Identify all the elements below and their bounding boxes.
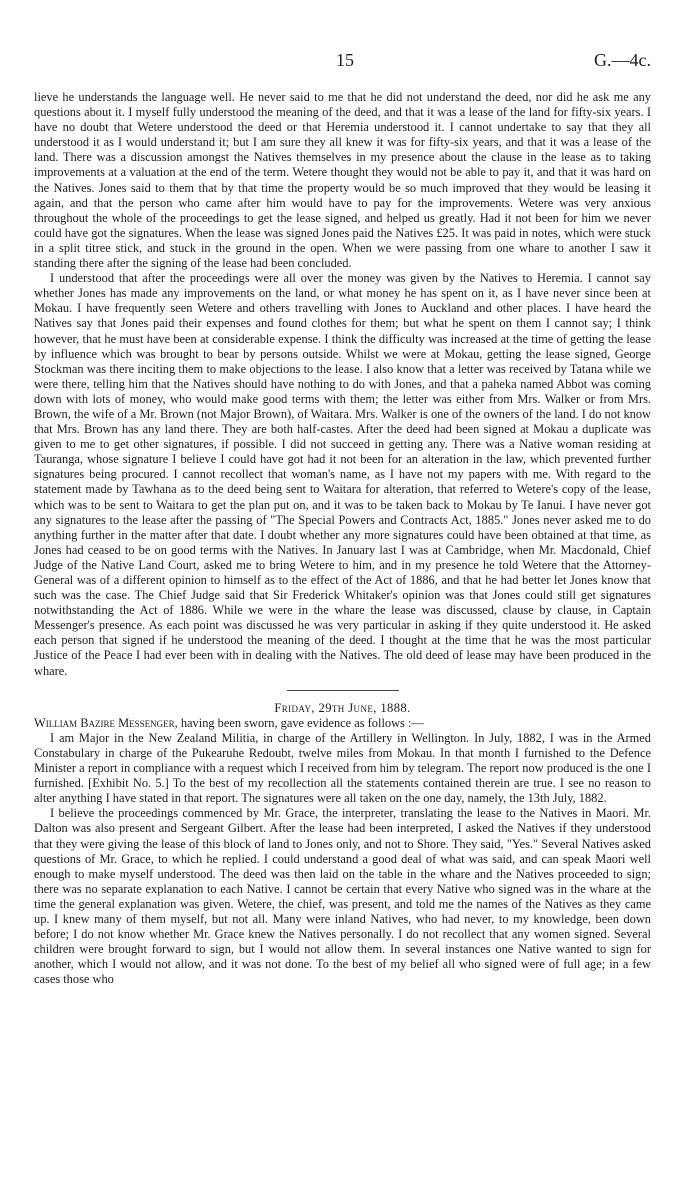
witness-name: William Bazire Messenger, bbox=[34, 715, 178, 730]
paragraph: lieve he understands the language well. He never said to me that he did not understand the deed, nor did he ask me any questions about it. I myself fully understood the meaning of the deed, and that it was a lease of the land for fifty-six years. I have no doubt that Wetere understood the deed or that Heremia understood it. I cannot undertake to say that they all understood it as I would understand it; but I am sure they all knew it was for fifty-six years, and that it was a lease of the land. There was a discussion amongst the Natives themselves in my presence about the clause in the lease as to taking improvements at a valuation at the end of the term. Wetere thought they would not be able to pay it, and that it was hard on the Natives. Jones said to them that by that time the property would be so much improved that they would be leasing it again, and that the person who came after him would have to pay for the improvements. Wetere was very anxious throughout the whole of the proceedings to get the lease signed, and helped us greatly. Had it not been for him we never could have got the signatures. When the lease was signed Jones paid the Natives £25. It was paid in notes, which were stuck in a split titree stick, and stuck in the ground in the open. When we were passing from one whare to another I saw it standing there after the signing of the lease had been concluded. bbox=[34, 90, 651, 271]
witness-intro-text: having been sworn, gave evidence as follows :— bbox=[177, 715, 424, 730]
witness-intro bbox=[34, 716, 651, 731]
section-divider bbox=[287, 690, 399, 691]
page-header bbox=[34, 50, 651, 74]
page-number: 15 bbox=[336, 50, 354, 70]
date-heading: Friday, 29th June, 1888. bbox=[274, 700, 411, 715]
paragraph: I am Major in the New Zealand Militia, in charge of the Artillery in Wellington. In July, 1882, I was in the Armed Constabulary in charge of the Pukearuhe Redoubt, twelve miles from Mokau. In that month I furnished to the Defence Minister a report in compliance with a request which I received from him by telegram. The report now produced is the one I furnished. [Exhibit No. 5.] To the best of my recollection all the statements contained therein are true. I see no reason to alter anything I have stated in that report. The signatures were all taken on the one day, namely, the 13th July, 1882. bbox=[34, 730, 651, 806]
paragraph: I believe the proceedings commenced by Mr. Grace, the interpreter, translating the lease to the Natives in Maori. Mr. Dalton was also present and Sergeant Gilbert. After the lease had been interpreted, I asked the Natives if they understood that they were giving the lease of this block of land to Jones only, and not to Shore. They said, "Yes." Several Natives asked questions of Mr. Grace, to which he replied. I could understand a good deal of what was said, and can speak Maori well enough to make myself understood. The deed was then laid on the table in the whare and the Natives proceeded to sign; there was no separate explanation to each Native. I cannot be certain that every Native who signed was in the whare at the time the general explanation was given. Wetere, the chief, was present, and told me the names of the Natives as they came up. I knew many of them myself, but not all. Many were inland Natives, who had never, to my knowledge, been down before; I do not know whether Mr. Grace knew the Natives personally. I do not recollect that any women signed. Several children were brought forward to sign, but I would not allow them. In several instances one Native wanted to sign for another, which I would not allow, and it was not done. To the best of my belief all who signed were of full age; in a few cases those who bbox=[34, 806, 651, 987]
document-reference: G.—4c. bbox=[594, 50, 651, 70]
paragraph: I understood that after the proceedings were all over the money was given by the Natives to Heremia. I cannot say whether Jones has made any improvements on the land, or what money he has spent on it, as I have never since been at Mokau. I have frequently seen Wetere and others travelling with Jones to Auckland and other places. I have heard the Natives say that Jones paid their expenses and found clothes for them; but what he spent on them I cannot say; I think however, that he must have been at considerable expense. I think the difficulty was increased at the time of getting the lease by influence which was brought to bear by persons outside. Whilst we were at Mokau, getting the lease signed, George Stockman was there inciting them to make objections to the lease. I also know that a letter was received by Tatana while we were there, telling him that the Natives should have nothing to do with Jones, and that a paheka named Abbot was coming down with lots of money, who would make good terms with them; the letter was either from Mrs. Walker or from Mrs. Brown, the wife of a Mr. Brown (not Major Brown), of Waitara. Mrs. Walker is one of the owners of the land. I do not know that Mrs. Brown has any land there. They are both half-castes. After the deed had been signed at Mokau a duplicate was given to me to get other signatures, if possible. I did not succeed in getting any. There was a Native woman residing at Tauranga, whose signature I believe I could have got had it not been for an alteration in the law, which prevented further signatures being procured. I cannot recollect that woman's name, as I have not my papers with me. With regard to the statement made by Tawhana as to the deed being sent to Waitara for alteration, that referred to Wetere's copy of the lease, which was to be sent to Waitara to get the plan put on, and it was to be taken back to Mokau by Te Ianui. I have never got any signatures to the lease after the passing of "The Special Powers and Contracts Act, 1885." Jones never asked me to do anything further in the matter after that date. I doubt whether any more signatures could have been obtained at that time, as Jones had ceased to be on good terms with the Natives. In January last I was at Cambridge, when Mr. Macdonald, Chief Judge of the Native Land Court, asked me to bring Wetere to him, and in my presence he told Wetere that the Attorney-General was of a different opinion to himself as to the effect of the Act of 1886, and that he had better let Jones know that such was the case. The Chief Judge said that Sir Frederick Whitaker's opinion was that Jones could still get signatures notwithstanding the Act of 1886. While we were in the whare the lease was discussed, clause by clause, in Captain Messenger's presence. As each point was discussed he was very particular in asking if they quite understood it. He asked each person that signed if he understood the meaning of the deed. I thought at the time that he was the most particular Justice of the Peace I had ever been with in dealing with the Natives. The old deed of lease may have been produced in the whare. bbox=[34, 271, 651, 678]
document-body bbox=[34, 90, 651, 987]
